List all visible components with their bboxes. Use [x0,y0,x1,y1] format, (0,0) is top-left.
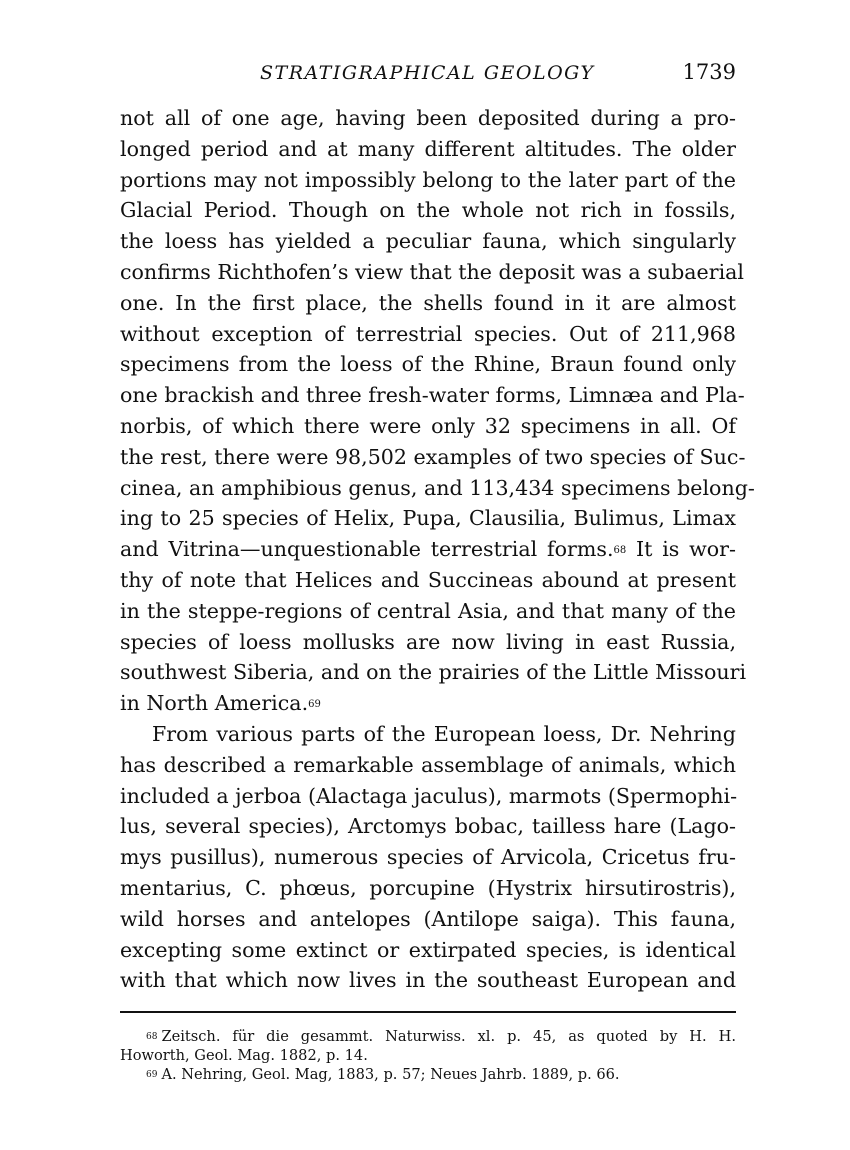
text-line: mentarius, C. phœus, porcupine (Hystrix hirsutirostris), [120,875,736,900]
text-line: portions may not impossibly belong to the later part of the [120,167,736,192]
text-line-with-footnote-ref [120,534,736,565]
text-line: mys pusillus), numerous species of Arvicola, Cricetus fru- [120,845,736,870]
text-line: thy of note that Helices and Succineas abound at present [120,567,736,592]
text-line: not all of one age, having been deposited during a pro- [120,106,736,130]
text-line: included a jerboa (Alactaga jaculus), marmots (Spermophi- [120,783,738,808]
text-line: Glacial Period. Though on the whole not rich in fossils, [120,198,736,223]
text-line: lus, several species), Arctomys bobac, tailless hare (Lago- [120,814,736,839]
text-line: without exception of terrestrial species. Out of 211,968 [120,321,736,346]
footnote-divider [120,1011,736,1013]
line-text: in North America. [120,691,309,716]
page-header [120,60,736,90]
footnote-ref-68: 68 [613,545,627,557]
text-line: longed period and at many different altitudes. The older [120,136,736,161]
footnote-text: A. Nehring, Geol. Mag, 1883, p. 57; Neues Jahrb. 1889, p. 66. [161,1066,620,1083]
text-line: cinea, an amphibious genus, and 113,434 specimens belong- [120,475,755,500]
footnotes [120,1027,736,1084]
text-line: the loess has yielded a peculiar fauna, which singularly [120,229,736,254]
line-text: It is wor- [626,537,736,562]
text-line: one brackish and three fresh-water forms, Limnæa and Pla- [120,383,745,408]
body-text [120,103,755,996]
footnote-68-continuation: Howorth, Geol. Mag. 1882, p. 14. [120,1047,368,1064]
footnote-69 [120,1065,736,1084]
text-line-with-footnote-ref [120,688,736,719]
footnote-number: 68 [146,1032,158,1042]
text-line: norbis, of which there were only 32 specimens in all. Of [120,413,736,438]
text-line: one. In the first place, the shells found in it are almost [120,290,736,315]
text-line: excepting some extinct or extirpated species, is identical [120,937,736,962]
text-line: southwest Siberia, and on the prairies of the Little Missouri [120,660,747,685]
text-line: confirms Richthofen’s view that the deposit was a subaerial [120,259,745,284]
text-line: specimens from the loess of the Rhine, Braun found only [120,352,736,377]
text-line: in the steppe-regions of central Asia, and that many of the [120,598,736,623]
line-text: and Vitrina—unquestionable terrestrial forms. [120,537,614,562]
paragraph-first-line: From various parts of the European loess, Dr. Nehring [152,721,736,746]
footnote-text: Zeitsch. für die gesammt. Naturwiss. xl. p. 45, as quoted by H. H. [161,1028,736,1045]
footnote-68 [120,1027,736,1046]
page-number: 1739 [682,60,736,84]
text-line: the rest, there were 98,502 examples of two species of Suc- [120,444,746,469]
text-line: with that which now lives in the southeast European and [120,968,736,993]
footnote-number: 69 [146,1070,158,1080]
running-head: STRATIGRAPHICAL GEOLOGY [260,62,595,84]
text-line: wild horses and antelopes (Antilope saiga). This fauna, [120,906,736,931]
text-line: ing to 25 species of Helix, Pupa, Clausilia, Bulimus, Limax [120,506,736,531]
text-line: species of loess mollusks are now living in east Russia, [120,629,736,654]
footnote-ref-69: 69 [308,699,321,711]
text-line: has described a remarkable assemblage of animals, which [120,752,736,777]
